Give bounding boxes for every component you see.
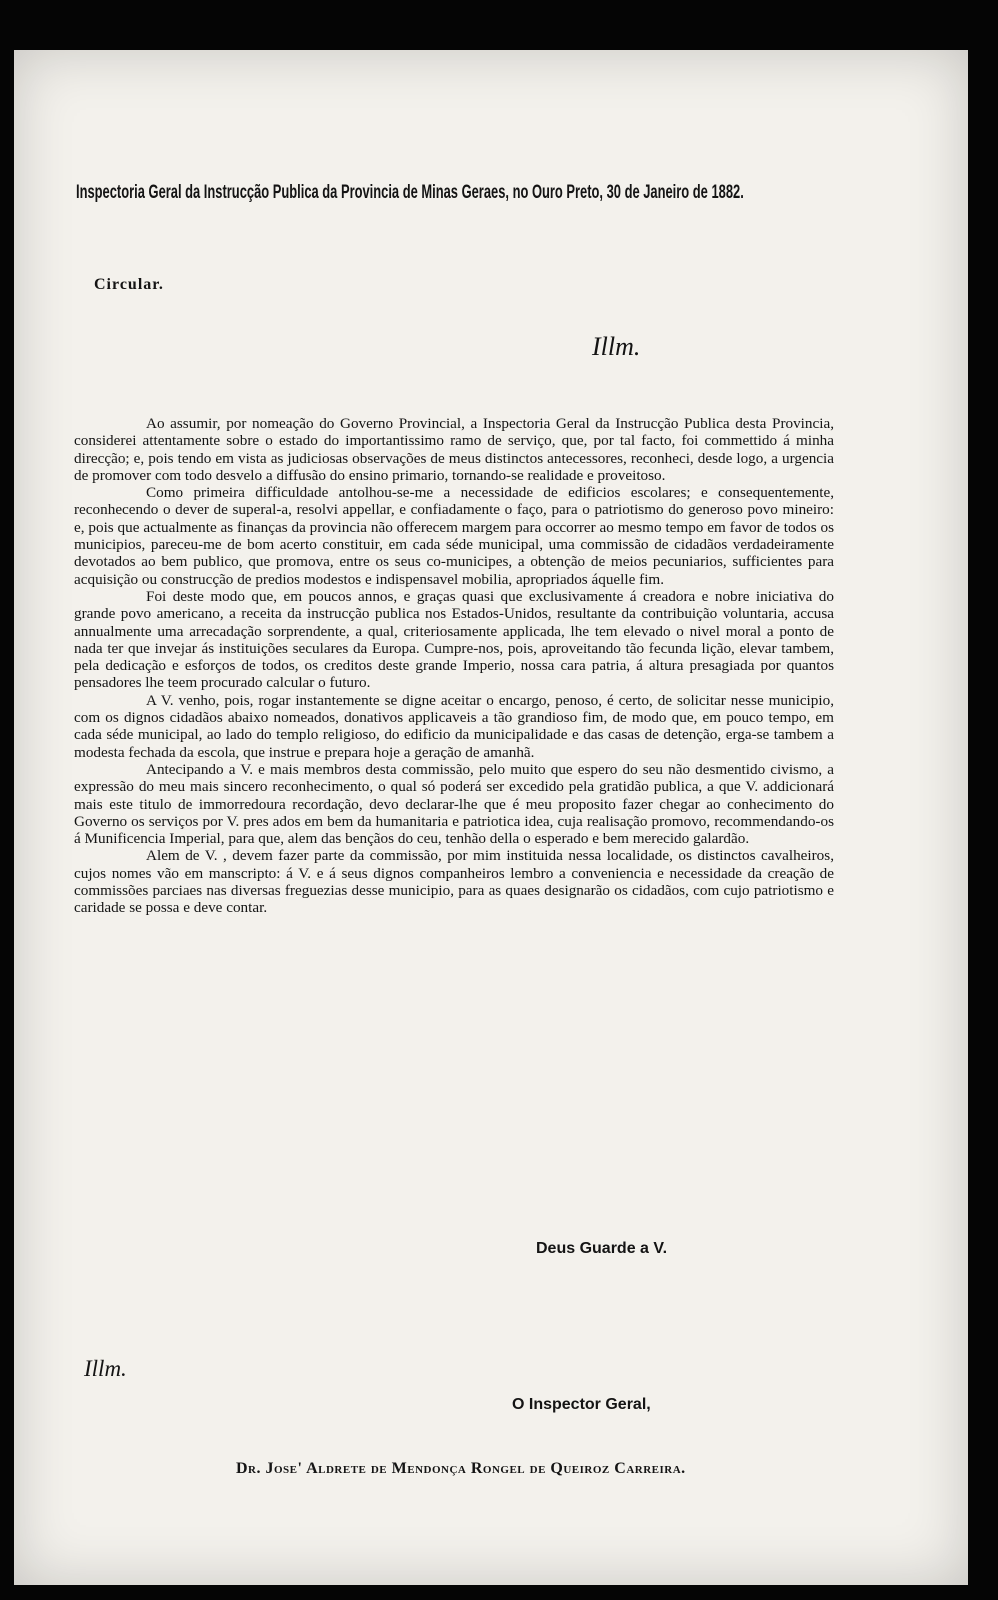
addressee-mark: Illm.	[84, 1356, 127, 1381]
salutation: Illm.	[592, 332, 641, 361]
paragraph-6: Alem de V. , devem fazer parte da commissão, por mim instituida nessa localidade, os distinctos cavalheiros, cujos nomes vão em manscripto: á V. e á seus dignos companheiros lembro a conveniencia e necessidade da creação de commissões parciaes nas diversas freguezias desse municipio, para as quaes designarão os cidadãos, com cujo patriotismo e caridade se possa e deve contar.	[74, 847, 834, 917]
closing-line: Deus Guarde a V.	[536, 1240, 668, 1257]
paragraph-5: Antecipando a V. e mais membros desta commissão, pelo muito que espero do seu não desmentido civismo, a expressão do meu mais sincero reconhecimento, o qual só poderá ser excedido pela gratidão publica, a que V. addicionará mais este titulo de immorredoura recordação, devo declarar-lhe que é meu proposito fazer chegar ao conhecimento do Governo os serviços por V. pres ados em bem da humanitaria e patriotica idea, cuja realisação promovo, recommendando-os á Munificencia Imperial, para que, alem das bençãos do ceu, tenhão della o esperado e bem merecido galardão.	[74, 760, 834, 848]
signature-name: Dr. Jose' Aldrete de Mendonça Rongel de Queiroz Carreira.	[236, 1460, 686, 1477]
document-page	[14, 50, 968, 1585]
paragraph-3: Foi deste modo que, em poucos annos, e graças quasi que exclusivamente á creadora e nobre iniciativa do grande povo americano, a receita da instrucção publica nos Estados-Unidos, resultante da contribuição voluntaria, accusa annualmente uma arrecadação sorprendente, a qual, criteriosamente applicada, lhe tem elevado o nivel moral a ponto de nada ter que invejar ás instituições seculares da Europa. Cumpre-nos, pois, aproveitando tão fecunda lição, elevar tambem, pela dedicação e esforços de todos, os creditos deste grande Imperio, nossa cara patria, á altura presagiada por quantos pensadores lhe teem procurado calcular o futuro.	[74, 587, 834, 692]
paragraph-2: Como primeira difficuldade antolhou-se-me a necessidade de edificios escolares; e consequentemente, reconhecendo o dever de superal-a, resolvi appellar, e confiadamente o faço, para o patriotismo do generoso povo mineiro: e, pois que actualmente as finanças da provincia não offerecem margem para occorrer ao mesmo tempo em favor de todos os municipios, pareceu-me de bom acerto constituir, em cada séde municipal, uma commissão de cidadãos verdadeiramente devotados ao bem publico, que promova, entre os seus co-municipes, a obtenção de meios pecuniarios, sufficientes para acquisição ou construcção de predios modestos e indispensavel mobilia, apropriados áquelle fim.	[74, 484, 834, 588]
circular-label: Circular.	[94, 276, 164, 293]
letter-body	[74, 415, 834, 917]
signature-title: O Inspector Geral,	[512, 1396, 651, 1413]
paragraph-1: Ao assumir, por nomeação do Governo Provincial, a Inspectoria Geral da Instrucção Publica desta Provincia, considerei attentamente sobre o estado do importantissimo ramo de serviço, que, por tal facto, foi commettido á minha direcção; e, pois tendo em vista as judiciosas observações de meus distinctos antecessores, reconheci, desde logo, a urgencia de promover com todo desvelo a diffusão do ensino primario, tornando-se realidade e proveitoso.	[74, 415, 834, 484]
paragraph-4: A V. venho, pois, rogar instantemente se digne aceitar o encargo, penoso, é certo, de solicitar nesse municipio, com os dignos cidadãos abaixo nomeados, donativos applicaveis a tão grandioso fim, de modo que, em pouco tempo, em cada séde municipal, ao lado do templo religioso, do edificio da municipalidade e das casas de detenção, erga-se tambem a modesta fechada da escola, que instrue e prepara hoje a geração de amanhã.	[74, 691, 834, 761]
document-header: Inspectoria Geral da Instrucção Publica da Provincia de Minas Geraes, no Ouro Preto, 30 de Janeiro de 1882.	[76, 182, 744, 203]
